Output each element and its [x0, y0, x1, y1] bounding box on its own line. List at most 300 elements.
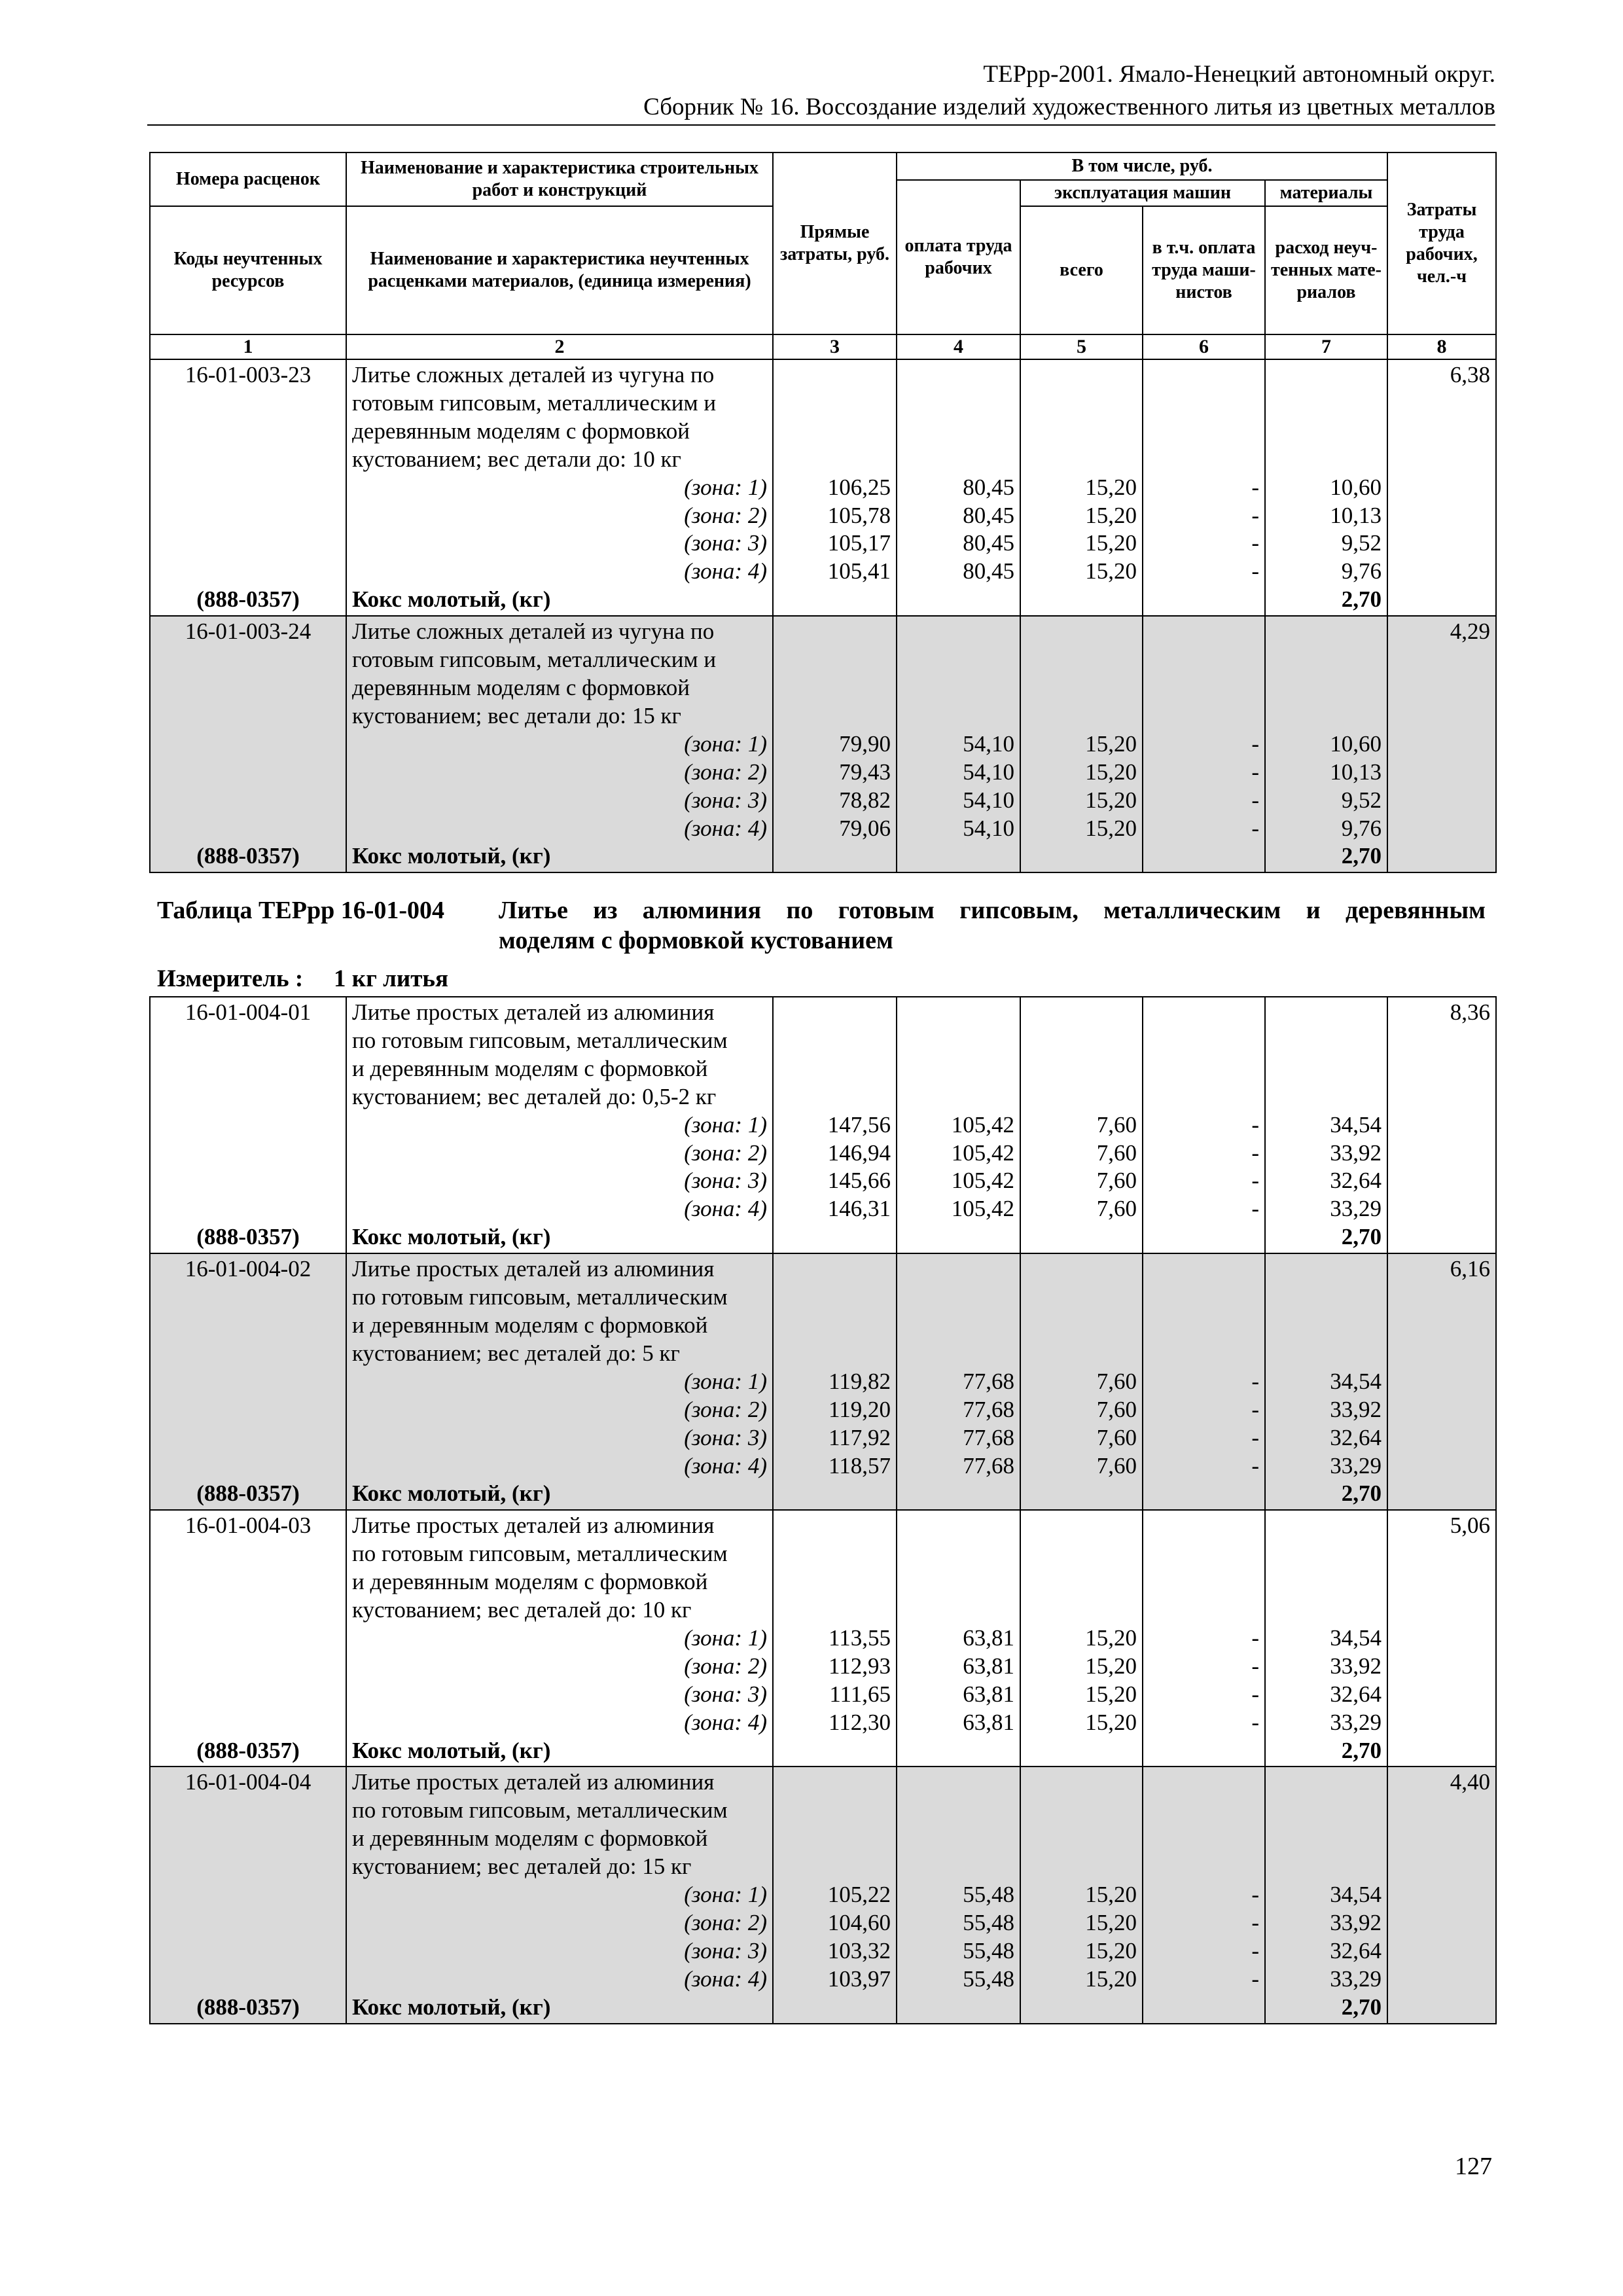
wages-value: 63,81 — [963, 1709, 1014, 1735]
spacer — [1149, 418, 1259, 446]
rate-description-line: кустованием; вес деталей до: 0,5-2 кг — [352, 1083, 717, 1109]
materials-value: 33,29 — [1330, 1965, 1382, 1992]
spacer — [779, 1512, 891, 1540]
spacer — [902, 1596, 1014, 1624]
spacer — [156, 474, 340, 502]
col-header-direct-costs: Прямые затраты, руб. — [773, 152, 897, 334]
spacer — [779, 999, 891, 1027]
materials-value: 33,92 — [1330, 1396, 1382, 1422]
zone-label: (зона: 3) — [684, 1424, 767, 1450]
spacer — [902, 702, 1014, 730]
spacer — [1026, 1027, 1137, 1055]
zone-label: (зона: 4) — [684, 1709, 767, 1735]
materials-value: 33,92 — [1330, 1139, 1382, 1166]
zone-label: (зона: 4) — [684, 815, 767, 841]
column-number: 8 — [1387, 334, 1496, 359]
spacer — [1026, 1283, 1137, 1312]
spacer — [1149, 1797, 1259, 1825]
spacer — [156, 1027, 340, 1055]
materials-value: 32,64 — [1330, 1424, 1382, 1450]
spacer — [1149, 1768, 1259, 1797]
spacer — [156, 1540, 340, 1568]
spacer — [1026, 646, 1137, 674]
spacer — [1026, 702, 1137, 730]
direct-cost: 113,55 — [829, 1624, 891, 1651]
spacer — [902, 674, 1014, 702]
machinist-value: - — [1251, 759, 1259, 785]
spacer — [902, 646, 1014, 674]
direct-cost: 105,22 — [827, 1882, 891, 1908]
header-rule — [147, 124, 1495, 126]
wages-value: 105,42 — [951, 1168, 1014, 1194]
col-header-name-top: Наименование и характеристика строительных работ и конструкций — [346, 152, 773, 206]
machines-value: 15,20 — [1085, 1653, 1137, 1679]
materials-value: 33,29 — [1330, 1709, 1382, 1735]
zone-label: (зона: 4) — [684, 1965, 767, 1992]
spacer — [779, 1797, 891, 1825]
spacer — [156, 1312, 340, 1340]
col-header-labor: Затраты труда рабочих, чел.-ч — [1387, 152, 1496, 334]
machines-value-cell — [1020, 359, 1143, 616]
rate-description-line: и деревянным моделям с формовкой — [352, 1825, 708, 1852]
rate-description-line: кустованием; вес детали до: 10 кг — [352, 446, 681, 472]
machinist-value: - — [1251, 1709, 1259, 1735]
machines-value: 7,60 — [1096, 1396, 1137, 1422]
spacer — [1026, 446, 1137, 474]
zone-label: (зона: 3) — [684, 1681, 767, 1707]
table-label: Таблица ТЕРрр 16-01-004 — [157, 897, 445, 924]
spacer — [156, 1083, 340, 1111]
rate-code-cell — [150, 997, 346, 1253]
rate-description-line: и деревянным моделям с формовкой — [352, 1055, 708, 1081]
column-number: 3 — [773, 334, 897, 359]
resource-name: Кокс молотый, (кг) — [352, 1737, 551, 1763]
machines-value: 15,20 — [1085, 1709, 1137, 1735]
materials-value: 9,76 — [1341, 815, 1382, 841]
wages-value-cell — [897, 997, 1020, 1253]
spacer — [1271, 446, 1382, 474]
spacer — [1149, 1340, 1259, 1368]
spacer — [156, 646, 340, 674]
spacer — [779, 1853, 891, 1881]
materials-value: 9,52 — [1341, 530, 1382, 556]
zone-label: (зона: 4) — [684, 1196, 767, 1222]
rate-row — [150, 359, 1496, 616]
direct-cost: 106,25 — [827, 474, 891, 500]
spacer — [902, 389, 1014, 418]
zone-label: (зона: 2) — [684, 502, 767, 528]
wages-value: 63,81 — [963, 1653, 1014, 1679]
direct-cost-cell — [773, 997, 897, 1253]
machinist-value: - — [1251, 1396, 1259, 1422]
rate-description-line: Литье простых деталей из алюминия — [352, 1513, 715, 1539]
machinist-value-cell — [1143, 1767, 1265, 2023]
measure-label: Измеритель : — [157, 965, 304, 992]
machinist-value-cell — [1143, 359, 1265, 616]
spacer — [156, 1111, 340, 1139]
wages-value-cell — [897, 359, 1020, 616]
rate-code-cell — [150, 1510, 346, 1767]
spacer — [156, 1167, 340, 1195]
zone-label: (зона: 3) — [684, 1168, 767, 1194]
labor-cell — [1387, 997, 1496, 1253]
machines-value: 7,60 — [1096, 1139, 1137, 1166]
spacer — [1149, 1596, 1259, 1624]
direct-cost: 79,06 — [839, 815, 891, 841]
spacer — [156, 1396, 340, 1424]
rate-description-line: по готовым гипсовым, металлическим — [352, 1027, 728, 1053]
machinist-value: - — [1251, 1424, 1259, 1450]
spacer — [1271, 418, 1382, 446]
wages-value: 54,10 — [963, 815, 1014, 841]
spacer — [1026, 418, 1137, 446]
spacer — [156, 558, 340, 586]
machines-value-cell — [1020, 1767, 1143, 2023]
machines-value: 7,60 — [1096, 1424, 1137, 1450]
measure-value: 1 кг литья — [334, 965, 448, 992]
direct-cost: 79,90 — [839, 730, 891, 757]
materials-value: 32,64 — [1330, 1168, 1382, 1194]
direct-cost: 105,78 — [827, 502, 891, 528]
rate-code-cell — [150, 1253, 346, 1510]
resource-code: (888-0357) — [196, 1480, 300, 1507]
spacer — [779, 361, 891, 389]
wages-value: 77,68 — [963, 1452, 1014, 1479]
spacer — [902, 1055, 1014, 1083]
spacer — [902, 1568, 1014, 1596]
spacer — [156, 1283, 340, 1312]
machinist-value-cell — [1143, 1510, 1265, 1767]
spacer — [1026, 1853, 1137, 1881]
direct-cost: 78,82 — [839, 787, 891, 813]
rate-description-line: по готовым гипсовым, металлическим — [352, 1284, 728, 1310]
spacer — [902, 1512, 1014, 1540]
spacer — [779, 1027, 891, 1055]
spacer — [156, 389, 340, 418]
machines-value: 15,20 — [1085, 1910, 1137, 1935]
page-number: 127 — [1455, 2153, 1492, 2180]
spacer — [779, 1596, 891, 1624]
spacer — [1149, 446, 1259, 474]
spacer — [156, 1368, 340, 1396]
spacer — [1271, 1568, 1382, 1596]
zone-label: (зона: 2) — [684, 1910, 767, 1935]
machinist-value-cell — [1143, 1253, 1265, 1510]
spacer — [1149, 1825, 1259, 1853]
labor-value: 4,29 — [1450, 619, 1490, 645]
rate-description-line: и деревянным моделям с формовкой — [352, 1569, 708, 1595]
direct-cost: 118,57 — [829, 1452, 891, 1479]
wages-value: 80,45 — [963, 502, 1014, 528]
spacer — [902, 1825, 1014, 1853]
machinist-value: - — [1251, 1139, 1259, 1166]
direct-cost: 79,43 — [839, 759, 891, 785]
spacer — [902, 1255, 1014, 1283]
spacer — [902, 1340, 1014, 1368]
rate-row — [150, 1510, 1496, 1767]
zone-label: (зона: 3) — [684, 787, 767, 813]
rate-code: 16-01-004-02 — [185, 1256, 312, 1282]
spacer — [1271, 646, 1382, 674]
spacer — [902, 1853, 1014, 1881]
machines-value: 15,20 — [1085, 502, 1137, 528]
rate-description-cell — [346, 359, 773, 616]
spacer — [1149, 674, 1259, 702]
zone-label: (зона: 1) — [684, 1624, 767, 1651]
materials-cell — [1265, 359, 1387, 616]
spacer — [779, 1825, 891, 1853]
spacer — [779, 702, 891, 730]
spacer — [902, 1312, 1014, 1340]
machinist-value: - — [1251, 502, 1259, 528]
spacer — [1149, 1853, 1259, 1881]
spacer — [779, 1540, 891, 1568]
spacer — [779, 1083, 891, 1111]
spacer — [1026, 1540, 1137, 1568]
rate-code: 16-01-003-23 — [185, 362, 312, 387]
rate-description-cell — [346, 1510, 773, 1767]
materials-cell — [1265, 1253, 1387, 1510]
rate-code-cell — [150, 616, 346, 872]
machines-value: 15,20 — [1085, 730, 1137, 757]
table-title-line-2: моделям с формовкой кустованием — [499, 927, 893, 954]
materials-value: 10,13 — [1330, 759, 1382, 785]
column-number: 2 — [346, 334, 773, 359]
spacer — [779, 1255, 891, 1283]
spacer — [902, 999, 1014, 1027]
labor-value: 5,06 — [1450, 1513, 1490, 1539]
materials-value: 9,76 — [1341, 558, 1382, 584]
direct-cost-cell — [773, 1253, 897, 1510]
spacer — [779, 674, 891, 702]
rate-code: 16-01-004-03 — [185, 1513, 312, 1539]
resource-code: (888-0357) — [196, 843, 300, 869]
resource-quantity: 2,70 — [1341, 843, 1382, 869]
direct-cost-cell — [773, 359, 897, 616]
materials-value: 10,60 — [1330, 730, 1382, 757]
spacer — [1149, 1312, 1259, 1340]
wages-value: 77,68 — [963, 1396, 1014, 1422]
spacer — [1149, 999, 1259, 1027]
machinist-value: - — [1251, 1196, 1259, 1222]
spacer — [156, 1681, 340, 1709]
resource-quantity: 2,70 — [1341, 586, 1382, 613]
zone-label: (зона: 1) — [684, 1368, 767, 1394]
spacer — [1271, 1312, 1382, 1340]
rates-table-1 — [149, 152, 1497, 873]
wages-value: 77,68 — [963, 1368, 1014, 1394]
spacer — [156, 674, 340, 702]
wages-value: 80,45 — [963, 558, 1014, 584]
machines-value: 15,20 — [1085, 815, 1137, 841]
column-number: 5 — [1020, 334, 1143, 359]
resource-name: Кокс молотый, (кг) — [352, 586, 551, 613]
spacer — [1271, 1540, 1382, 1568]
wages-value-cell — [897, 1510, 1020, 1767]
spacer — [156, 759, 340, 787]
spacer — [779, 389, 891, 418]
wages-value: 80,45 — [963, 474, 1014, 500]
direct-cost-cell — [773, 1510, 897, 1767]
spacer — [156, 1825, 340, 1853]
zone-label: (зона: 2) — [684, 1139, 767, 1166]
machinist-value: - — [1251, 474, 1259, 500]
labor-value: 8,36 — [1450, 999, 1490, 1025]
zone-label: (зона: 1) — [684, 730, 767, 757]
machinist-value: - — [1251, 1937, 1259, 1964]
spacer — [1271, 1340, 1382, 1368]
machines-value: 15,20 — [1085, 759, 1137, 785]
machinist-value: - — [1251, 1965, 1259, 1992]
spacer — [1149, 646, 1259, 674]
direct-cost: 103,97 — [827, 1965, 891, 1992]
direct-cost: 119,20 — [829, 1396, 891, 1422]
machinist-value: - — [1251, 1624, 1259, 1651]
resource-quantity: 2,70 — [1341, 1480, 1382, 1507]
rate-description-line: кустованием; вес деталей до: 5 кг — [352, 1340, 680, 1366]
machinist-value: - — [1251, 1368, 1259, 1394]
spacer — [1271, 999, 1382, 1027]
direct-cost: 146,31 — [827, 1196, 891, 1222]
col-header-name-bottom: Наименование и характеристика неучтенных расценками материалов, (единица измерения) — [346, 206, 773, 334]
zone-label: (зона: 3) — [684, 530, 767, 556]
spacer — [779, 418, 891, 446]
spacer — [902, 1283, 1014, 1312]
labor-cell — [1387, 1253, 1496, 1510]
spacer — [1026, 674, 1137, 702]
spacer — [1271, 1512, 1382, 1540]
spacer — [156, 529, 340, 558]
machines-value: 7,60 — [1096, 1368, 1137, 1394]
wages-value: 55,48 — [963, 1910, 1014, 1935]
spacer — [1026, 1768, 1137, 1797]
rate-description-cell — [346, 616, 773, 872]
materials-value: 32,64 — [1330, 1681, 1382, 1707]
machinist-value: - — [1251, 1168, 1259, 1194]
labor-value: 4,40 — [1450, 1769, 1490, 1795]
resource-code: (888-0357) — [196, 1737, 300, 1763]
header-line-2: Сборник № 16. Воссоздание изделий художественного литья из цветных металлов — [643, 94, 1495, 120]
spacer — [902, 1027, 1014, 1055]
spacer — [1026, 999, 1137, 1027]
machinist-value: - — [1251, 815, 1259, 841]
machines-value-cell — [1020, 616, 1143, 872]
spacer — [779, 1340, 891, 1368]
zone-label: (зона: 1) — [684, 474, 767, 500]
resource-name: Кокс молотый, (кг) — [352, 1224, 551, 1250]
rate-description-line: и деревянным моделям с формовкой — [352, 1312, 708, 1338]
spacer — [1026, 389, 1137, 418]
wages-value: 105,42 — [951, 1196, 1014, 1222]
spacer — [1149, 1255, 1259, 1283]
machinist-value: - — [1251, 1653, 1259, 1679]
spacer — [1149, 1512, 1259, 1540]
spacer — [1149, 1568, 1259, 1596]
materials-cell — [1265, 997, 1387, 1253]
spacer — [779, 618, 891, 646]
wages-value: 54,10 — [963, 730, 1014, 757]
rate-description-line: Литье сложных деталей из чугуна по — [352, 619, 715, 645]
spacer — [902, 446, 1014, 474]
wages-value: 63,81 — [963, 1681, 1014, 1707]
spacer — [1149, 1027, 1259, 1055]
zone-label: (зона: 4) — [684, 1452, 767, 1479]
spacer — [1149, 702, 1259, 730]
spacer — [902, 618, 1014, 646]
direct-cost: 146,94 — [827, 1139, 891, 1166]
wages-value: 54,10 — [963, 759, 1014, 785]
spacer — [902, 361, 1014, 389]
rate-description-line: Литье сложных деталей из чугуна по — [352, 362, 715, 387]
resource-code: (888-0357) — [196, 1224, 300, 1250]
spacer — [902, 418, 1014, 446]
machines-value: 7,60 — [1096, 1452, 1137, 1479]
rate-description-line: кустованием; вес деталей до: 10 кг — [352, 1597, 692, 1623]
spacer — [779, 1055, 891, 1083]
direct-cost-cell — [773, 1767, 897, 2023]
wages-value-cell — [897, 1253, 1020, 1510]
spacer — [1026, 1797, 1137, 1825]
resource-code: (888-0357) — [196, 586, 300, 613]
spacer — [902, 1768, 1014, 1797]
machines-value: 15,20 — [1085, 787, 1137, 813]
machines-value: 15,20 — [1085, 474, 1137, 500]
resource-name: Кокс молотый, (кг) — [352, 1480, 551, 1507]
wages-value: 55,48 — [963, 1882, 1014, 1908]
rate-description-line: готовым гипсовым, металлическим и — [352, 389, 717, 416]
spacer — [156, 1965, 340, 1994]
spacer — [1026, 1825, 1137, 1853]
materials-value: 9,52 — [1341, 787, 1382, 813]
direct-cost: 112,30 — [829, 1709, 891, 1735]
rate-code-cell — [150, 359, 346, 616]
column-number-row — [150, 334, 1496, 359]
direct-cost-cell — [773, 616, 897, 872]
materials-value: 10,60 — [1330, 474, 1382, 500]
spacer — [1149, 1283, 1259, 1312]
rate-description-line: по готовым гипсовым, металлическим — [352, 1541, 728, 1567]
spacer — [1026, 1340, 1137, 1368]
machinist-value-cell — [1143, 616, 1265, 872]
rate-row — [150, 997, 1496, 1253]
materials-value: 10,13 — [1330, 502, 1382, 528]
resource-quantity: 2,70 — [1341, 1994, 1382, 2020]
wages-value-cell — [897, 616, 1020, 872]
rate-description-line: Литье простых деталей из алюминия — [352, 1769, 715, 1795]
resource-quantity: 2,70 — [1341, 1737, 1382, 1763]
materials-value: 33,92 — [1330, 1653, 1382, 1679]
spacer — [1271, 1596, 1382, 1624]
col-header-machine-operation: эксплуатация машин — [1020, 180, 1265, 206]
materials-value: 33,29 — [1330, 1196, 1382, 1222]
spacer — [156, 787, 340, 815]
labor-cell — [1387, 1767, 1496, 2023]
col-header-wages: оплата труда рабочих — [897, 180, 1020, 334]
rates-table-2 — [149, 996, 1497, 2024]
rate-description-line: Литье простых деталей из алюминия — [352, 999, 715, 1025]
spacer — [1149, 1083, 1259, 1111]
spacer — [1149, 1055, 1259, 1083]
spacer — [156, 1596, 340, 1624]
materials-value: 34,54 — [1330, 1368, 1382, 1394]
wages-value: 55,48 — [963, 1965, 1014, 1992]
rate-description-line: Литье простых деталей из алюминия — [352, 1256, 715, 1282]
labor-cell — [1387, 1510, 1496, 1767]
wages-value-cell — [897, 1767, 1020, 2023]
spacer — [156, 1624, 340, 1653]
rate-row — [150, 1253, 1496, 1510]
direct-cost: 104,60 — [827, 1910, 891, 1935]
